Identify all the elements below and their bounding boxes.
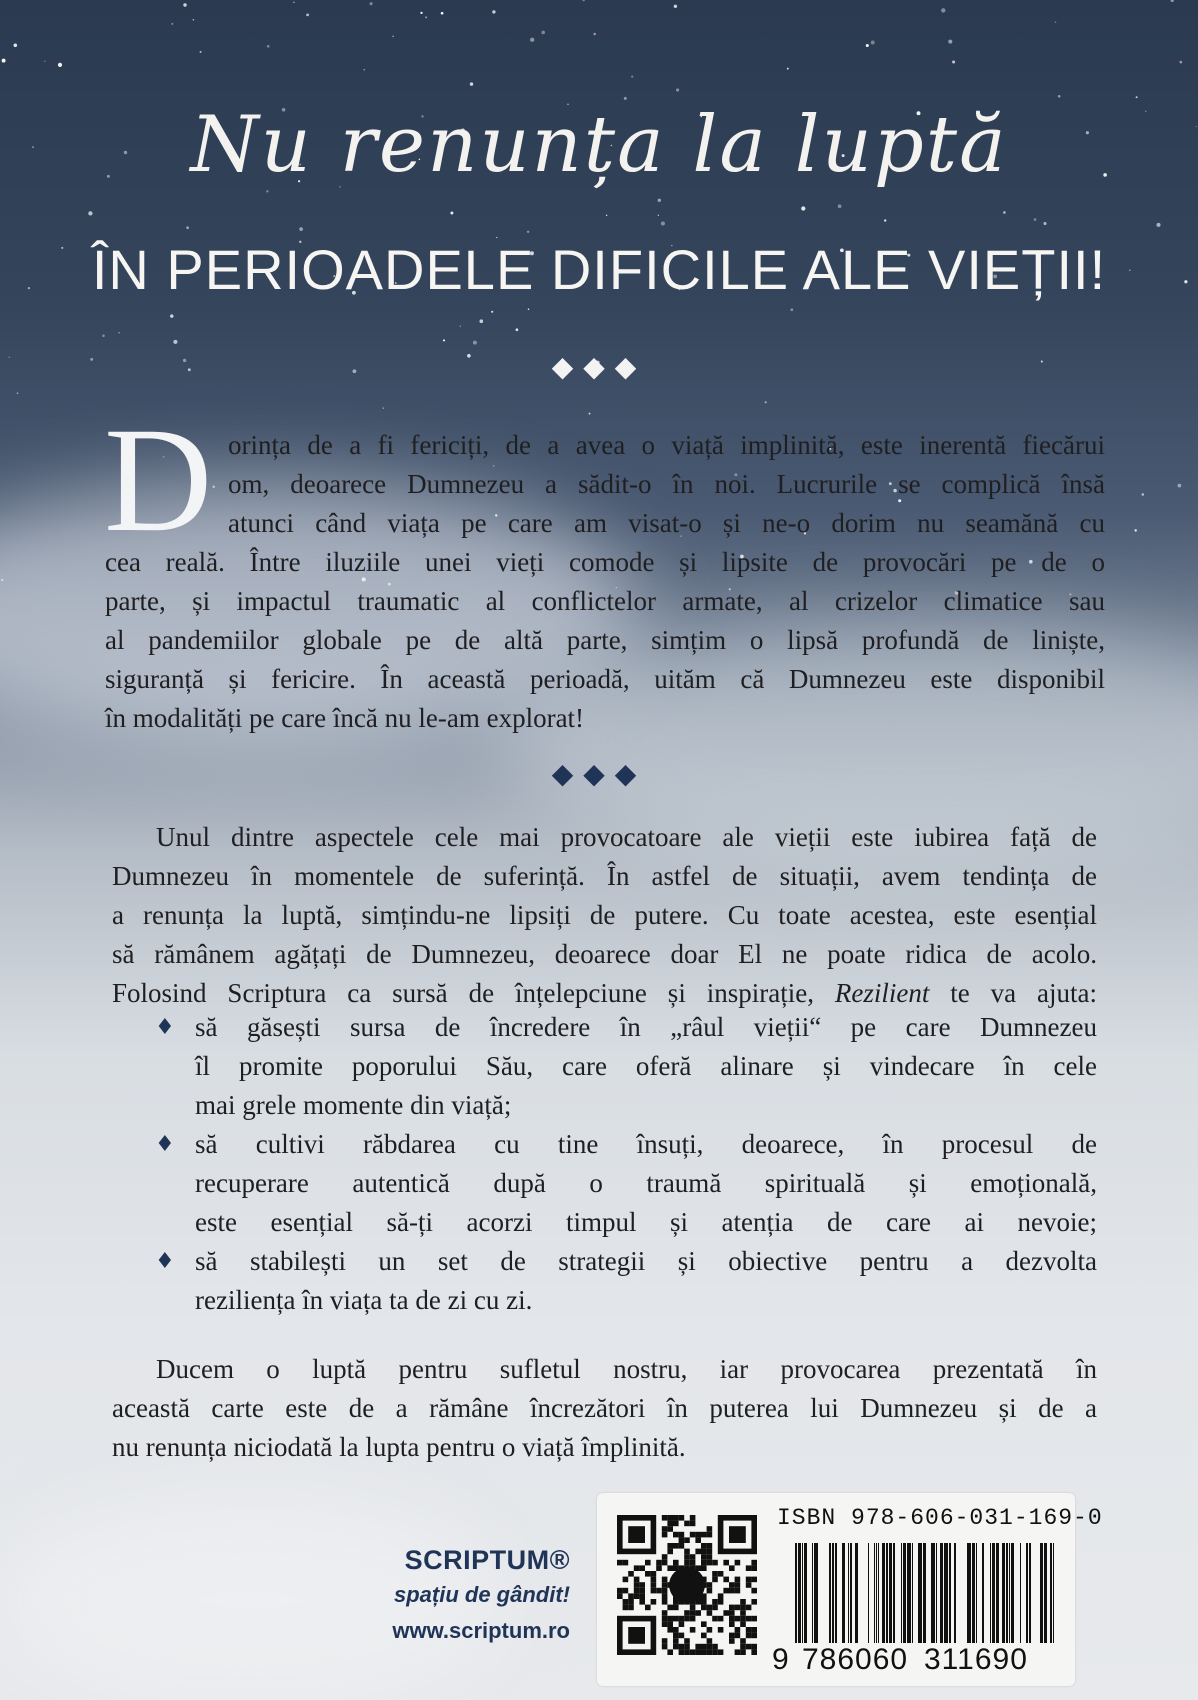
star (1142, 493, 1145, 496)
list-item (155, 1125, 1097, 1242)
star (1, 579, 3, 581)
star (491, 311, 493, 313)
star (528, 309, 529, 310)
barcode-digit-group: 311690 (924, 1643, 1028, 1676)
isbn-text: ISBN 978-606-031-169-0 (777, 1505, 1103, 1531)
diamond-ornament: ◆◆◆ (551, 757, 647, 790)
star (1171, 0, 1174, 2)
star (1003, 211, 1006, 214)
star (183, 3, 186, 6)
star (790, 308, 793, 311)
qr-code-icon (617, 1515, 757, 1655)
star (676, 88, 679, 91)
star (364, 69, 365, 70)
star (661, 221, 665, 225)
star (658, 215, 659, 216)
star (674, 5, 677, 8)
star (193, 19, 195, 21)
barcode-digit-group: 786060 (802, 1643, 909, 1676)
headline-caps: ÎN PERIOADELE DIFICILE ALE VIEȚII! (91, 238, 1107, 301)
diamond-bullet-icon: ♦ (155, 1249, 175, 1274)
star (1156, 223, 1160, 227)
star (606, 215, 607, 216)
star (14, 44, 18, 48)
text-line: îl promite poporului Său, care oferă alinare și vindecare în cele (195, 1051, 1097, 1081)
star (516, 328, 519, 331)
text-line: atunci când viața pe care am visat-o și ne-o dorim nu seamănă cu (228, 508, 1105, 538)
text-line: al pandemiilor globale pe de altă parte, simțim o lipsă profundă de liniște, (105, 625, 1105, 655)
text-line: a renunța la luptă, simțindu-ne lipsiți de putere. Cu toate acestea, este esențial (112, 900, 1097, 930)
headline-script: Nu renunța la luptă (190, 100, 1008, 190)
star (787, 68, 789, 70)
star (2, 59, 6, 63)
star (450, 212, 453, 215)
star (1179, 61, 1182, 64)
star (589, 413, 591, 415)
text-line: Dumnezeu în momentele de suferință. În astfel de situații, avem tendința de (112, 861, 1097, 891)
star (102, 335, 105, 338)
star (306, 14, 309, 17)
list-item (155, 1008, 1097, 1125)
text-line: să stabilești un set de strategii și obiective pentru a dezvolta (195, 1246, 1097, 1276)
text-line: este esențial să-ți acorzi timpul și atenția de care ai nevoie; (195, 1207, 1097, 1237)
star (460, 325, 461, 326)
text-line: Unul dintre aspectele cele mai provocatoare ale vieții este iubirea față de (156, 822, 1097, 852)
star (593, 33, 596, 36)
diamond-bullet-icon: ♦ (155, 1015, 175, 1040)
star (266, 190, 268, 192)
star (213, 486, 215, 488)
star (441, 12, 444, 15)
star (17, 392, 19, 394)
barcode-icon (795, 1543, 1057, 1643)
body-paragraph (112, 818, 1097, 1013)
star (838, 204, 842, 208)
star (470, 82, 473, 85)
star (492, 10, 495, 13)
star (170, 314, 173, 317)
star (392, 36, 394, 38)
star (420, 12, 422, 14)
star (541, 31, 545, 35)
text-line: siguranță și fericire. În această perioadă, uităm că Dumnezeu este disponibil (105, 664, 1105, 694)
diamond-ornament: ◆◆◆ (551, 350, 647, 383)
star (473, 341, 477, 345)
text-line: recuperare autentică după o traumă spirituală și emoțională, (195, 1168, 1097, 1198)
star (765, 401, 767, 403)
publisher-website: www.scriptum.ro (392, 1618, 570, 1643)
star (171, 23, 173, 25)
text-line: parte, și impactul traumatic al conflictelor armate, al crizelor climatice sau (105, 586, 1105, 616)
text-segment: te va ajuta: (929, 978, 1097, 1008)
star (118, 332, 119, 333)
isbn-label (597, 1493, 1103, 1686)
star (293, 2, 295, 4)
drop-cap: D (104, 397, 213, 563)
barcode-digit-prefix: 9 (772, 1643, 790, 1676)
publisher-name: SCRIPTUM® (404, 1545, 570, 1575)
star (370, 2, 373, 5)
star (267, 45, 270, 48)
text-line: să găsești sursa de încredere în „râul vieții“ pe care Dumnezeu (195, 1012, 1097, 1042)
star (527, 231, 529, 233)
star (1136, 96, 1138, 98)
text-line: să cultivi răbdarea cu tine însuți, deoarece, în procesul de (195, 1129, 1097, 1159)
text-line: nu renunța niciodată la lupta pentru o viață împlinită. (112, 1432, 686, 1462)
star (1055, 21, 1056, 22)
star (443, 339, 445, 341)
book-title-italic: Rezilient (834, 978, 930, 1008)
star (186, 226, 189, 229)
star (425, 16, 427, 18)
intro-paragraph (105, 426, 1105, 738)
star (1134, 529, 1136, 531)
star (1178, 484, 1182, 488)
text-segment: Folosind Scriptura ca sursă de înțelepciune și inspirație, (112, 978, 835, 1008)
star (299, 227, 303, 231)
text-line: orința de a fi fericiți, de a avea o viață implinită, este inerentă fiecărui (228, 430, 1105, 460)
star (1043, 222, 1046, 225)
bullet-list (155, 1008, 1097, 1320)
text-line: să rămânem agățați de Dumnezeu, deoarece doar El ne poate ridica de acolo. (112, 939, 1097, 969)
star (871, 41, 875, 45)
star (948, 40, 952, 44)
text-line: cea reală. Între iluziile unei vieți comode și lipsite de provocări pe de o (105, 547, 1105, 577)
star (658, 199, 661, 202)
star (1034, 218, 1037, 221)
star (173, 340, 177, 344)
text-line: Ducem o luptă pentru sufletul nostru, iar provocarea prezentată în (156, 1354, 1097, 1384)
diamond-bullet-icon: ♦ (155, 1132, 175, 1157)
star (866, 44, 869, 47)
publisher-logo (360, 1545, 570, 1644)
star (383, 407, 384, 408)
text-line: reziliența în viața ta de zi cu zi. (195, 1285, 533, 1315)
text-line: această carte este de a rămâne încrezători în puterea lui Dumnezeu și de a (112, 1393, 1097, 1423)
text-line: om, deoarece Dumnezeu a sădit-o în noi. Lucrurile se complică însă (228, 469, 1105, 499)
text-line: mai grele momente din viață; (195, 1090, 512, 1120)
star (631, 76, 633, 78)
star (582, 0, 585, 1)
star (58, 63, 62, 67)
star (801, 206, 805, 210)
star (530, 38, 534, 42)
list-item (155, 1242, 1097, 1320)
closing-paragraph (112, 1350, 1097, 1467)
star (941, 8, 945, 12)
publisher-tagline: spațiu de gândit! (394, 1582, 570, 1607)
text-line: în modalități pe care încă nu le-am explorat! (105, 703, 585, 733)
star (200, 51, 202, 53)
star (44, 61, 45, 62)
star (479, 319, 483, 323)
star (1058, 95, 1061, 98)
star (88, 211, 92, 215)
star (952, 60, 955, 63)
star (884, 219, 886, 221)
